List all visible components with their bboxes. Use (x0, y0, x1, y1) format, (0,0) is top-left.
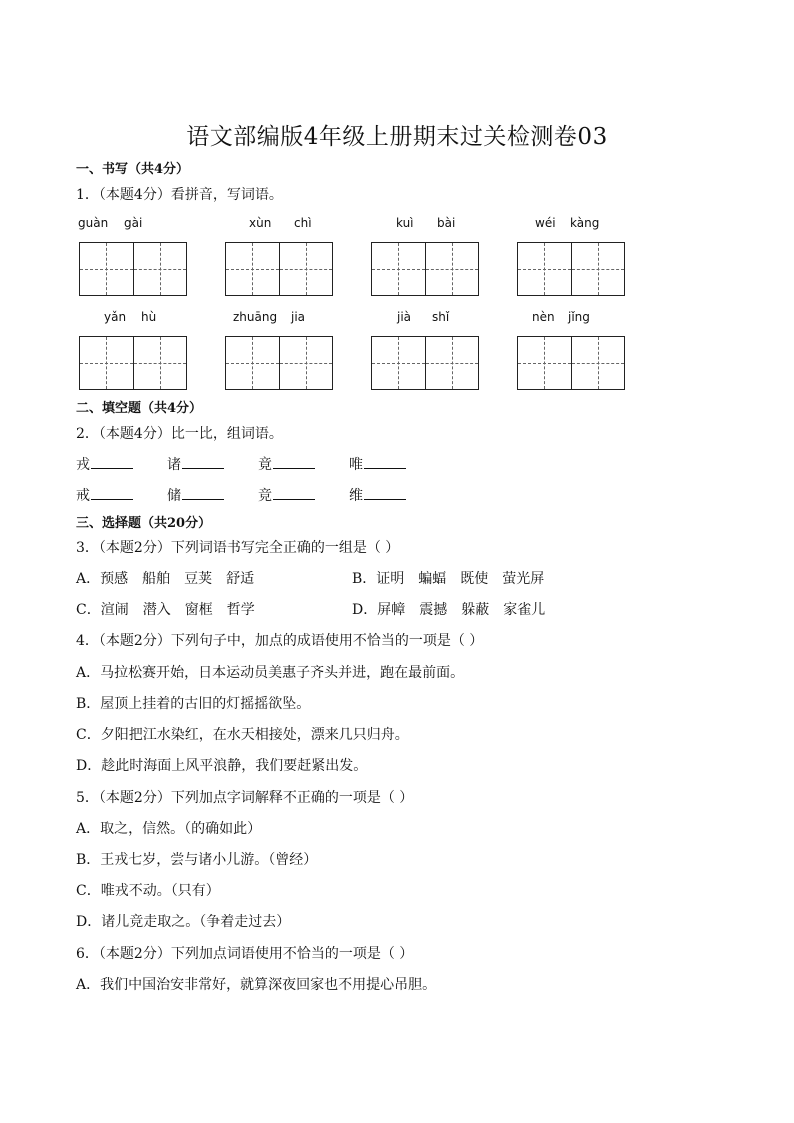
fill-blank[interactable] (364, 485, 406, 500)
pinyin: wéi (535, 216, 556, 230)
writing-grid[interactable] (371, 336, 479, 390)
writing-grid[interactable] (225, 242, 333, 296)
option-d[interactable]: D．诸儿竞走取之。（争着走过去） (76, 914, 291, 930)
option-b[interactable]: B．证明 蝙蝠 既使 萤光屏 (352, 571, 545, 587)
pinyin: yǎn (104, 310, 127, 324)
pinyin: shǐ (432, 310, 450, 324)
question-4-stem: 4．（本题2分）下列句子中，加点的成语使用不恰当的一项是（ ） (76, 633, 484, 649)
fill-item: 诸 (167, 454, 224, 474)
writing-grid[interactable] (371, 242, 479, 296)
option-a[interactable]: A．我们中国治安非常好，就算深夜回家也不用提心吊胆。 (76, 977, 437, 993)
question-2-stem: 2．（本题4分）比一比，组词语。 (76, 426, 283, 442)
option-a[interactable]: A．预感 船舶 豆荚 舒适 (76, 571, 255, 587)
option-b[interactable]: B．屋顶上挂着的古旧的灯摇摇欲坠。 (76, 696, 311, 712)
option-c[interactable]: C．渲闹 潜入 窗框 哲学 (76, 602, 255, 618)
pinyin: jia (291, 310, 306, 324)
option-d[interactable]: D．屏幛 震撼 躲蔽 家雀儿 (352, 602, 546, 618)
writing-grid[interactable] (517, 336, 625, 390)
fill-blank[interactable] (91, 485, 133, 500)
fill-item: 竟 (258, 454, 315, 474)
question-3-stem: 3．（本题2分）下列词语书写完全正确的一组是（ ） (76, 540, 400, 556)
pinyin: kàng (570, 216, 600, 230)
fill-blank[interactable] (273, 454, 315, 469)
pinyin: nèn (532, 310, 555, 324)
fill-item: 竞 (258, 485, 315, 505)
section-heading-1: 一、书写（共4分） (76, 162, 190, 177)
pinyin: hù (141, 310, 157, 324)
pinyin: jià (397, 310, 412, 324)
fill-blank[interactable] (91, 454, 133, 469)
pinyin: guàn (78, 216, 109, 230)
fill-blank[interactable] (182, 485, 224, 500)
writing-grid[interactable] (517, 242, 625, 296)
page-title: 语文部编版4年级上册期末过关检测卷03 (186, 124, 608, 150)
question-6-stem: 6．（本题2分）下列加点词语使用不恰当的一项是（ ） (76, 946, 414, 962)
pinyin: chì (294, 216, 312, 230)
fill-item: 唯 (349, 454, 406, 474)
option-d[interactable]: D．趁此时海面上风平浪静，我们要赶紧出发。 (76, 758, 368, 774)
pinyin: bài (437, 216, 456, 230)
writing-grid[interactable] (79, 336, 187, 390)
question-5-stem: 5．（本题2分）下列加点字词解释不正确的一项是（ ） (76, 790, 414, 806)
fill-item: 储 (167, 485, 224, 505)
option-c[interactable]: C．唯戎不动。（只有） (76, 883, 220, 899)
fill-blank[interactable] (182, 454, 224, 469)
fill-item: 戎 (76, 454, 133, 474)
section-heading-2: 二、填空题（共4分） (76, 401, 203, 416)
option-c[interactable]: C．夕阳把江水染红，在水天相接处，漂来几只归舟。 (76, 727, 409, 743)
section-heading-3: 三、选择题（共20分） (76, 516, 212, 531)
pinyin: xùn (249, 216, 272, 230)
pinyin: gài (124, 216, 143, 230)
writing-grid[interactable] (79, 242, 187, 296)
pinyin: kuì (396, 216, 414, 230)
fill-item: 戒 (76, 485, 133, 505)
question-1-stem: 1．（本题4分）看拼音，写词语。 (76, 187, 283, 203)
fill-blank[interactable] (273, 485, 315, 500)
pinyin: zhuāng (233, 310, 278, 324)
option-a[interactable]: A．取之，信然。（的确如此） (76, 821, 262, 837)
option-b[interactable]: B．王戎七岁，尝与诸小儿游。（曾经） (76, 852, 318, 868)
option-a[interactable]: A．马拉松赛开始，日本运动员美惠子齐头并进，跑在最前面。 (76, 665, 465, 681)
fill-item: 维 (349, 485, 406, 505)
fill-blank[interactable] (364, 454, 406, 469)
pinyin: jǐng (568, 310, 590, 324)
writing-grid[interactable] (225, 336, 333, 390)
